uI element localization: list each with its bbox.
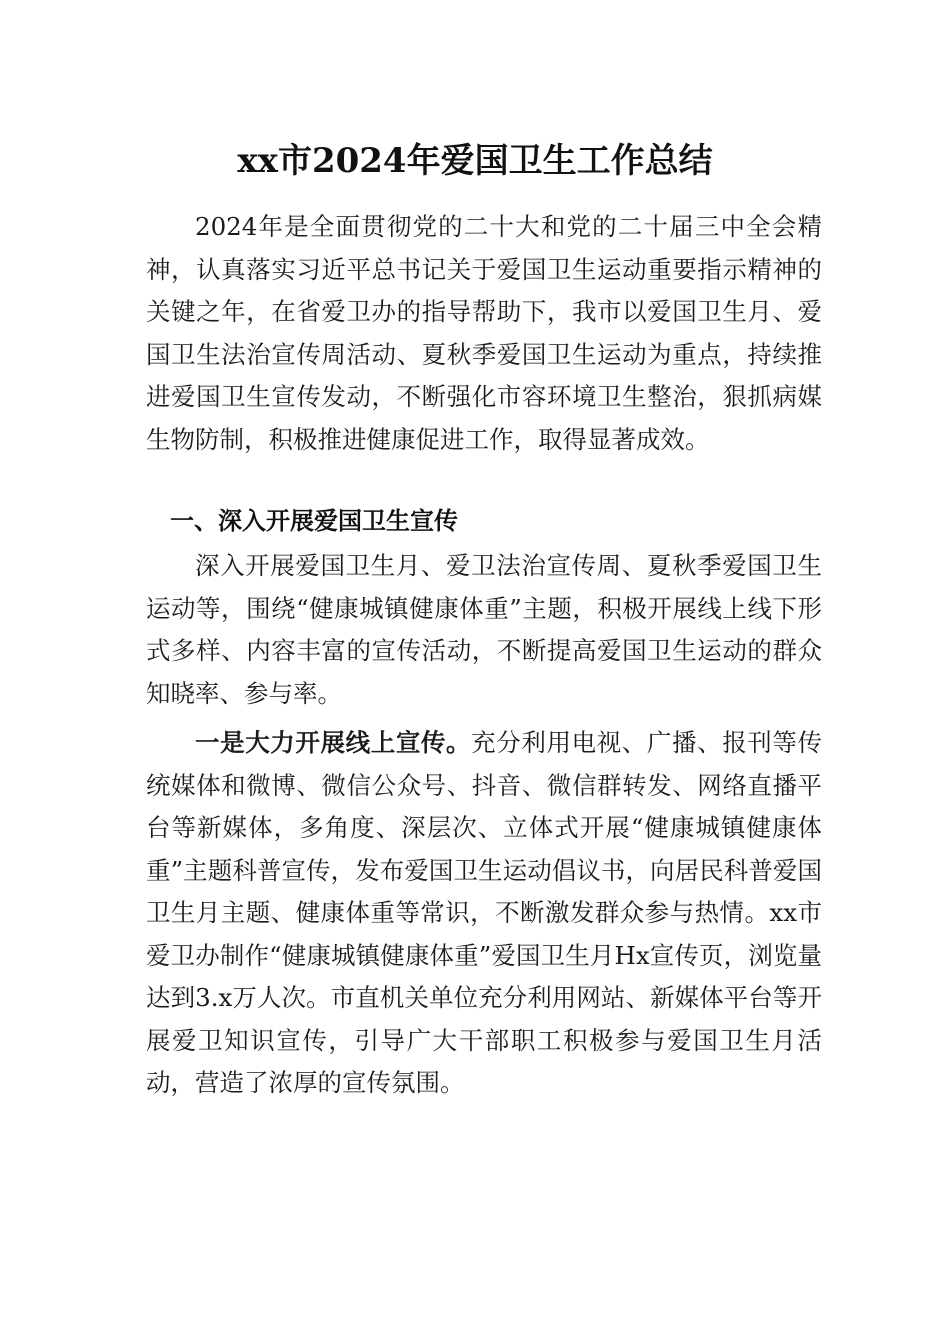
document-title: xx市2024年爱国卫生工作总结 — [237, 141, 713, 181]
paragraph-body-text: 充分利用电视、广播、报刊等传统媒体和微博、微信公众号、抖音、微信群转发、网络直播平台等新媒体，多角度、深层次、立体式开展“健康城镇健康体重”主题科普宣传，发布爱国卫生运动倡议书，向居民科普爱国卫生月主题、健康体重等常识，不断激发群众参与热情。xx市爱卫办制作“健康城镇健康体重”爱国卫生月Hx宣传页，浏览量达到3.x万人次。市直机关单位充分利用网站、新媒体平台等开展爱卫知识宣传，引导广大干部职工积极参与爱国卫生月活动，营造了浓厚的宣传氛围。 — [146, 728, 823, 1097]
section-heading-1: 一、深入开展爱国卫生宣传 — [170, 507, 458, 535]
intro-paragraph: 2024年是全面贯彻党的二十大和党的二十届三中全会精神，认真落实习近平总书记关于爱国卫生运动重要指示精神的关键之年，在省爱卫办的指导帮助下，我市以爱国卫生月、爱国卫生法治宣传周活动、夏秋季爱国卫生运动为重点，持续推进爱国卫生宣传发动，不断强化市容环境卫生整治，狠抓病媒生物防制，积极推进健康促进工作，取得显著成效。 — [146, 212, 822, 454]
paragraph-lead-text: 一是大力开展线上宣传。 — [195, 728, 472, 757]
section-1-paragraph: 深入开展爱国卫生月、爱卫法治宣传周、夏秋季爱国卫生运动等，围绕“健康城镇健康体重”主题，积极开展线上线下形式多样、内容丰富的宣传活动，不断提高爱国卫生运动的群众知晓率、参与率。 — [146, 551, 822, 708]
online-publicity-paragraph — [146, 722, 822, 1105]
